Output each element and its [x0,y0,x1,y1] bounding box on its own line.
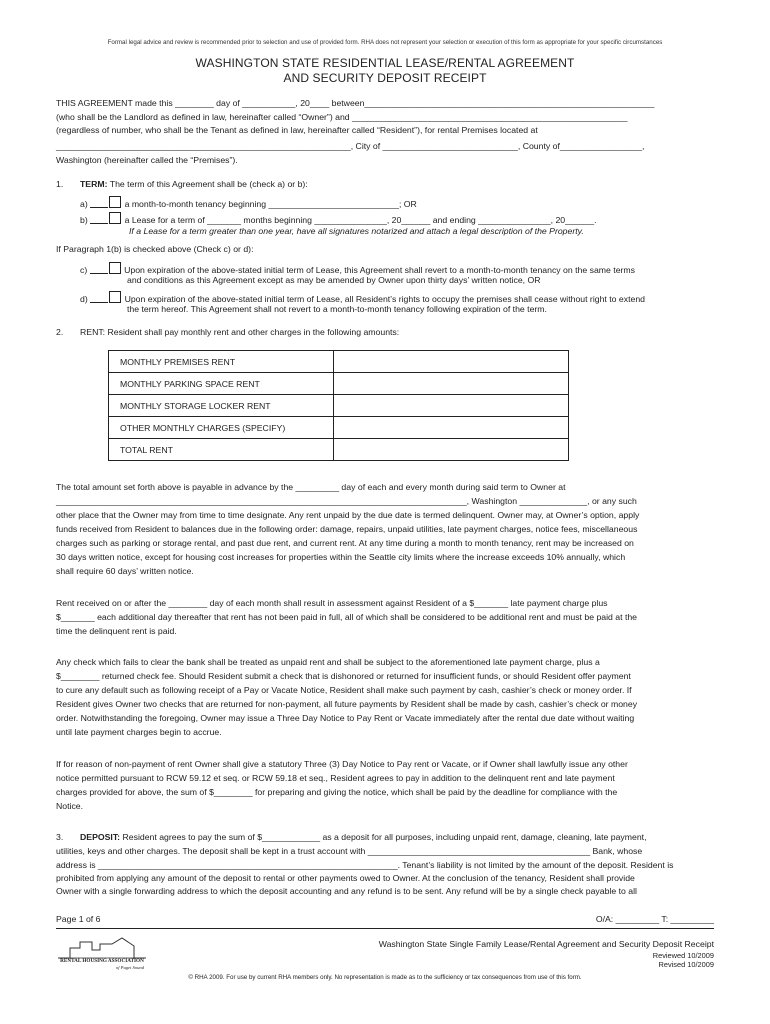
deposit-line: Owner with a single forwarding address to which the deposit accounting and any refund is to be sent. Any refund will be by a single check payable to all [56,886,637,896]
rent-row-amount[interactable] [334,351,569,373]
table-row [109,439,569,461]
logo-text: RENTAL HOUSING ASSOCIATION [60,958,144,964]
term-section-text [80,178,308,190]
check-policy-line: order. Notwithstanding the foregoing, Owner may issue a Three Day Notice to Pay Rent or Vacate immediately after the rental due date without waiting [56,713,635,723]
late-charge-line: Rent received on or after the ________ day of each month shall result in assessment against Resident of a $_______ late payment charge plus [56,598,608,608]
rent-row-label: MONTHLY PREMISES RENT [109,351,334,373]
table-row [109,417,569,439]
notice-fee-line: Notice. [56,801,84,811]
rent-paragraph-line: charges such as parking or storage rental, and past due rent, and current rent. At any time during a month to month tenancy, rent may be increased on [56,538,634,548]
form-title: Washington State Single Family Lease/Rental Agreement and Security Deposit Receipt [378,939,714,949]
deposit-line: utilities, keys and other charges. The deposit shall be kept in a trust account with ______________________________________________ Bank, whose [56,846,643,856]
option-a-label: a) [80,199,88,209]
late-charge-line: $_______ each additional day thereafter that rent has not been paid in full, all of which shall be considered to be additional rent and must be paid at the [56,612,638,622]
term-intro: The term of this Agreement shall be (check a) or b): [107,179,308,189]
notice-fee-line: charges provided for above, the sum of $________ for preparing and giving the notice, which shall be paid by the deadline for compliance with the [56,787,618,797]
option-b-text: a Lease for a term of _______ months beginning _______________, 20______ and ending _______________, 20______. [124,215,597,225]
late-charge-line: time the delinquent rent is paid. [56,626,177,636]
rent-paragraph-line: _____________________________________________________________________________________, Washington ______________, or any such [56,496,637,506]
rent-row-label: TOTAL RENT [109,439,334,461]
if-paragraph-1b: If Paragraph 1(b) is checked above (Check c) or d): [56,244,254,254]
option-a-checkbox[interactable] [109,196,121,208]
check-policy-line: Any check which fails to clear the bank shall be treated as unpaid rent and shall be subject to the aforementioned late payment charge, plus a [56,657,600,667]
footer-divider [56,928,714,929]
check-policy-line: to cure any default such as following receipt of a Pay or Vacate Notice, Resident shall make such payment by cash, cashier’s check or money order. If [56,685,632,695]
option-b-checkbox[interactable] [109,212,121,224]
option-d-text-cont: the term hereof. This Agreement shall not revert to a month-to-month tenancy following expiration of the term. [127,304,547,314]
option-a-text: a month-to-month tenancy beginning ___________________________; OR [124,199,417,209]
option-d-text: Upon expiration of the above-stated initial term of Lease, all Resident’s rights to occupy the premises shall cease without right to extend [124,294,645,304]
page-number: Page 1 of 6 [56,914,101,924]
rent-row-amount[interactable] [334,373,569,395]
document-title-line1: WASHINGTON STATE RESIDENTIAL LEASE/RENTAL AGREEMENT [195,56,575,70]
rent-paragraph-line: The total amount set forth above is payable in advance by the _________ day of each and every month during said term to Owner at [56,482,566,492]
option-c-text: Upon expiration of the above-stated initial term of Lease, this Agreement shall revert to a month-to-month tenancy on the same terms [124,265,635,275]
legal-notice: Formal legal advice and review is recommended prior to selection and use of provided form. RHA does not represent your selection or execution of this form as appropriate for your specific circumstances [107,39,663,46]
rent-row-amount[interactable] [334,395,569,417]
deposit-line: prohibited from applying any amount of the deposit to rental or other payments owed to Owner. At the conclusion of the tenancy, Resident shall provide [56,873,635,883]
rent-row-amount[interactable] [334,439,569,461]
option-a-blank [90,198,108,208]
check-policy-line: Resident gives Owner two checks that are returned for non-payment, all future payments by Resident shall be made by cash, cashier’s check or money [56,699,638,709]
rent-amounts-table [108,350,569,461]
table-row [109,395,569,417]
intro-line: (who shall be the Landlord as defined in law, hereinafter called “Owner”) and _________________________________________________________ [56,112,628,122]
intro-line: Washington (hereinafter called the “Premises”). [56,155,238,165]
intro-line: (regardless of number, who shall be the Tenant as defined in law, hereinafter called “Resident”), for rental Premises located at [56,125,538,135]
table-row [109,351,569,373]
rent-row-amount[interactable] [334,417,569,439]
rent-section-text: RENT: Resident shall pay monthly rent and other charges in the following amounts: [80,327,400,337]
deposit-line: address is ______________________________________________________________. Tenant’s liability is not limited by the amount of the deposit. Resident is [56,860,674,870]
reviewed-date: Reviewed 10/2009 [652,951,714,960]
document-title-line2: AND SECURITY DEPOSIT RECEIPT [283,71,487,85]
logo-subtext: of Puget Sound [115,965,144,970]
notice-fee-line: If for reason of non-payment of rent Owner shall give a statutory Three (3) Day Notice to Pay rent or Vacate, or if Owner shall lawfully issue any other [56,759,628,769]
rha-logo [56,936,148,972]
option-b-label: b) [80,215,88,225]
notice-fee-line: notice permitted pursuant to RCW 59.12 et seq. or RCW 59.18 et seq., Resident agrees to pay in addition to the delinquent rent and late payment [56,773,615,783]
copyright-notice: © RHA 2009. For use by current RHA members only. No representation is made as to the sufficiency or tax consequences from use of this form. [188,974,582,981]
deposit-heading: DEPOSIT: [80,832,121,842]
option-b-note: If a Lease for a term greater than one year, have all signatures notarized and attach a legal description of the Property. [129,226,584,236]
intro-line: _____________________________________________________________, City of ____________________________, County of_________________, [56,141,645,151]
intro-line: THIS AGREEMENT made this ________ day of ___________, 20____ between____________________________________________________________ [56,98,655,108]
deposit-section-text [80,831,647,843]
rent-row-label: MONTHLY PARKING SPACE RENT [109,373,334,395]
option-d-blank [90,293,108,303]
option-b-blank [90,214,108,224]
check-policy-line: $________ returned check fee. Should Resident submit a check that is dishonored or returned for insufficient funds, or should Resident offer payment [56,671,631,681]
rent-row-label: OTHER MONTHLY CHARGES (SPECIFY) [109,417,334,439]
option-d-label: d) [80,294,88,304]
term-heading: TERM: [80,179,108,189]
option-c-label: c) [80,265,88,275]
check-policy-line: until late payment charges begin to accrue. [56,727,222,737]
rent-paragraph-line: 30 days written notice, except for housing cost increases for properties within the Seattle city limits where the increase exceeds 10% annually, which [56,552,626,562]
rent-section-number: 2. [56,327,64,337]
term-option-a [80,196,417,210]
deposit-line1: Resident agrees to pay the sum of $____________ as a deposit for all purposes, including unpaid rent, damage, cleaning, late payment, [120,832,647,842]
initials-field: O/A: _________ T: _________ [595,914,714,924]
term-section-number: 1. [56,179,64,189]
rent-paragraph-line: funds received from Resident to balances due in the following order: damage, repairs, unpaid utilities, late payment charges, notice fees, miscellaneous [56,524,638,534]
table-row [109,373,569,395]
option-c-text-cont: and conditions as this Agreement except as may be amended by Owner upon thirty days’ written notice, OR [127,275,541,285]
option-d-checkbox[interactable] [109,291,121,303]
revised-date: Revised 10/2009 [658,960,714,969]
rent-paragraph-line: shall require 60 days’ written notice. [56,566,194,576]
rent-paragraph-line: other place that the Owner may from time to time designate. Any rent unpaid by the due date is termed delinquent. Owner may, at Owner’s option, apply [56,510,640,520]
deposit-section-number: 3. [56,832,64,842]
term-option-b [80,212,597,226]
option-c-checkbox[interactable] [109,262,121,274]
rent-row-label: MONTHLY STORAGE LOCKER RENT [109,395,334,417]
option-c-blank [90,264,108,274]
